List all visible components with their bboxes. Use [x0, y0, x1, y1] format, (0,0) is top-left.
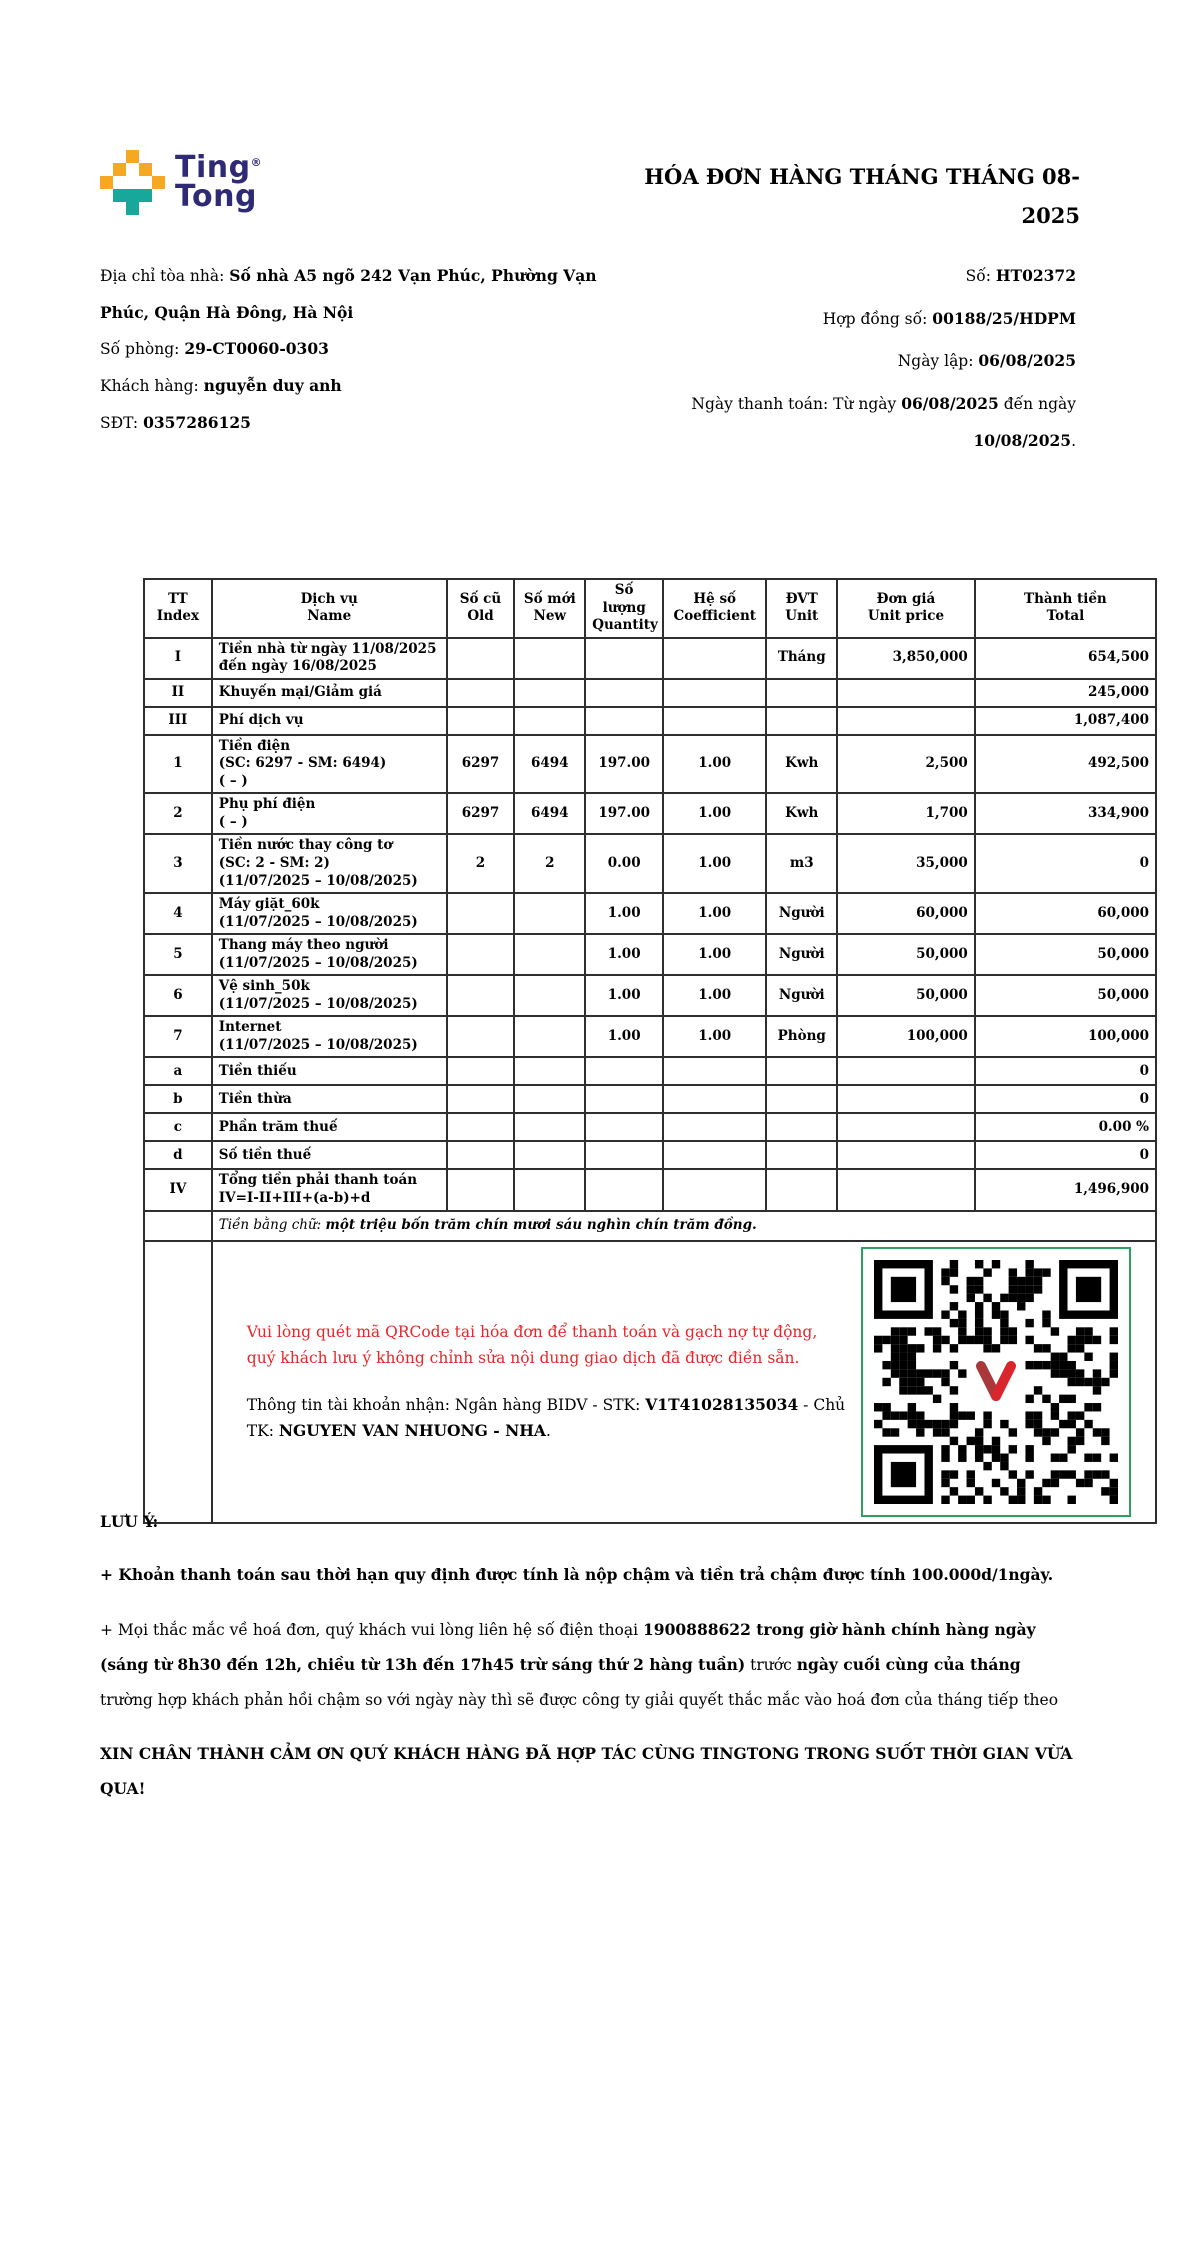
room-number: Số phòng: 29-CT0060-0303 — [100, 339, 329, 359]
tingtong-logo — [100, 150, 262, 215]
table-cell: II — [144, 679, 212, 707]
table-row — [144, 1016, 1156, 1057]
table-cell: 2 — [144, 793, 212, 834]
table-row — [144, 707, 1156, 735]
table-cell: 3 — [144, 834, 212, 893]
table-cell: 1,087,400 — [975, 707, 1156, 735]
table-cell: Tiền thừa — [212, 1085, 447, 1113]
table-cell — [447, 707, 515, 735]
tingtong-logo-text — [175, 150, 263, 214]
table-cell — [663, 1057, 766, 1085]
table-cell: 6494 — [514, 735, 585, 794]
notes-heading: LƯU Ý: — [100, 1512, 159, 1531]
table-cell: 1.00 — [663, 1016, 766, 1057]
table-cell: 1.00 — [663, 735, 766, 794]
amount-in-words — [212, 1211, 1156, 1241]
table-cell: III — [144, 707, 212, 735]
page-title-line1: HÓA ĐƠN HÀNG THÁNG THÁNG 08- — [644, 164, 1080, 189]
table-cell: m3 — [766, 834, 837, 893]
table-cell: b — [144, 1085, 212, 1113]
table-cell — [766, 1085, 837, 1113]
charges-table — [143, 578, 1157, 1524]
table-cell: Internet (11/07/2025 – 10/08/2025) — [212, 1016, 447, 1057]
table-cell: IV — [144, 1169, 212, 1210]
empty-cell — [144, 1211, 212, 1241]
table-cell: Máy giặt_60k (11/07/2025 – 10/08/2025) — [212, 893, 447, 934]
table-cell — [837, 1169, 975, 1210]
table-cell — [447, 1113, 515, 1141]
table-cell — [514, 638, 585, 679]
table-cell — [514, 934, 585, 975]
table-cell: 245,000 — [975, 679, 1156, 707]
table-cell — [447, 1057, 515, 1085]
table-cell: 6494 — [514, 793, 585, 834]
table-row — [144, 1057, 1156, 1085]
table-cell — [514, 1057, 585, 1085]
column-header: Số lượng Quantity — [585, 579, 663, 638]
table-cell — [663, 679, 766, 707]
page-title — [560, 158, 1080, 236]
table-cell — [514, 707, 585, 735]
table-cell: Phần trăm thuế — [212, 1113, 447, 1141]
table-cell: 0.00 — [585, 834, 663, 893]
qr-scan-note: Vui lòng quét mã QRCode tại hóa đơn để thanh toán và gạch nợ tự động, quý khách lưu ý không chỉnh sửa nội dung giao dịch đã được điền sẵn. — [246, 1322, 818, 1368]
table-cell: Phụ phí điện ( – ) — [212, 793, 447, 834]
table-cell — [585, 679, 663, 707]
table-cell: Thang máy theo người (11/07/2025 – 10/08/2025) — [212, 934, 447, 975]
table-cell: Người — [766, 975, 837, 1016]
table-cell: 1.00 — [585, 893, 663, 934]
table-cell — [447, 638, 515, 679]
customer-phone: SĐT: 0357286125 — [100, 412, 251, 432]
tingtong-logo-icon — [100, 150, 165, 215]
table-cell: Kwh — [766, 735, 837, 794]
table-cell: 1,496,900 — [975, 1169, 1156, 1210]
table-row — [144, 834, 1156, 893]
empty-cell — [144, 1241, 212, 1523]
table-cell: Tổng tiền phải thanh toán IV=I-II+III+(a-b)+d — [212, 1169, 447, 1210]
table-cell — [837, 1141, 975, 1169]
table-cell: 1 — [144, 735, 212, 794]
table-cell: 197.00 — [585, 735, 663, 794]
table-cell — [585, 638, 663, 679]
table-cell — [766, 707, 837, 735]
table-cell: Phí dịch vụ — [212, 707, 447, 735]
invoice-number: Số: HT02372 — [965, 266, 1076, 285]
invoice-info-right — [626, 258, 1076, 465]
table-cell — [447, 1016, 515, 1057]
table-cell — [585, 1141, 663, 1169]
table-cell: Tiền thiếu — [212, 1057, 447, 1085]
table-cell — [837, 707, 975, 735]
table-cell: 7 — [144, 1016, 212, 1057]
payment-period: Ngày thanh toán: Từ ngày 06/08/2025 đến ngày 10/08/2025. — [691, 393, 1076, 450]
table-cell — [585, 1085, 663, 1113]
table-cell — [447, 1085, 515, 1113]
issue-date: Ngày lập: 06/08/2025 — [897, 351, 1076, 371]
table-cell: Vệ sinh_50k (11/07/2025 – 10/08/2025) — [212, 975, 447, 1016]
column-header: Số mới New — [514, 579, 585, 638]
table-cell: d — [144, 1141, 212, 1169]
table-cell — [514, 893, 585, 934]
table-cell: 1.00 — [585, 934, 663, 975]
table-cell — [766, 1113, 837, 1141]
table-cell: 60,000 — [975, 893, 1156, 934]
table-cell: 2 — [447, 834, 515, 893]
column-header: Dịch vụ Name — [212, 579, 447, 638]
table-cell: 6297 — [447, 793, 515, 834]
table-cell — [837, 1057, 975, 1085]
table-row — [144, 1085, 1156, 1113]
table-cell — [663, 1085, 766, 1113]
qr-code-image — [874, 1260, 1118, 1504]
column-header: TT Index — [144, 579, 212, 638]
table-cell: Người — [766, 934, 837, 975]
table-cell: 3,850,000 — [837, 638, 975, 679]
table-row — [144, 679, 1156, 707]
table-cell: 0 — [975, 1085, 1156, 1113]
table-cell: 0 — [975, 834, 1156, 893]
late-payment-note: + Khoản thanh toán sau thời hạn quy định được tính là nộp chậm và tiền trả chậm được tính 100.000d/1ngày. — [100, 1564, 1054, 1584]
table-cell: 492,500 — [975, 735, 1156, 794]
table-cell: 5 — [144, 934, 212, 975]
table-cell — [514, 1085, 585, 1113]
thank-you-note: XIN CHÂN THÀNH CẢM ƠN QUÝ KHÁCH HÀNG ĐÃ HỢP TÁC CÙNG TINGTONG TRONG SUỐT THỜI GIAN VỪA QUA! — [100, 1744, 1073, 1799]
table-cell: 197.00 — [585, 793, 663, 834]
table-row — [144, 1113, 1156, 1141]
table-cell — [663, 707, 766, 735]
table-cell: 100,000 — [975, 1016, 1156, 1057]
table-cell: 35,000 — [837, 834, 975, 893]
table-cell: 1.00 — [585, 975, 663, 1016]
footer-notes — [100, 1505, 1076, 1827]
column-header: Đơn giá Unit price — [837, 579, 975, 638]
table-cell: I — [144, 638, 212, 679]
invoice-info-left — [100, 258, 600, 465]
table-cell: 1.00 — [663, 834, 766, 893]
table-cell: Kwh — [766, 793, 837, 834]
table-cell — [585, 1057, 663, 1085]
column-header: Hệ số Coefficient — [663, 579, 766, 638]
table-cell — [766, 1057, 837, 1085]
amount-in-words-label: Tiền bằng chữ: — [218, 1216, 326, 1233]
table-cell: Tiền điện (SC: 6297 - SM: 6494) ( – ) — [212, 735, 447, 794]
table-cell — [514, 1113, 585, 1141]
table-cell: 0 — [975, 1141, 1156, 1169]
table-cell — [585, 707, 663, 735]
table-cell: a — [144, 1057, 212, 1085]
table-cell — [447, 1141, 515, 1169]
table-cell: 1.00 — [663, 793, 766, 834]
table-row — [144, 1141, 1156, 1169]
table-row — [144, 638, 1156, 679]
building-address: Địa chỉ tòa nhà: Số nhà A5 ngõ 242 Vạn Phúc, Phường Vạn Phúc, Quận Hà Đông, Hà Nội — [100, 266, 597, 322]
table-header-row — [144, 579, 1156, 638]
table-cell — [585, 1169, 663, 1210]
table-cell — [447, 934, 515, 975]
table-cell: 50,000 — [837, 934, 975, 975]
table-cell — [837, 1085, 975, 1113]
table-cell — [663, 1141, 766, 1169]
table-cell — [514, 1016, 585, 1057]
brand-line1: Ting — [175, 150, 251, 185]
table-cell — [447, 893, 515, 934]
table-cell: 1.00 — [585, 1016, 663, 1057]
table-cell — [514, 1169, 585, 1210]
table-cell — [447, 679, 515, 707]
table-cell: 1.00 — [663, 975, 766, 1016]
table-cell: 50,000 — [975, 975, 1156, 1016]
table-cell: c — [144, 1113, 212, 1141]
table-cell — [766, 679, 837, 707]
amount-in-words-value: một triệu bốn trăm chín mươi sáu nghìn chín trăm đồng. — [325, 1216, 757, 1233]
table-cell — [585, 1113, 663, 1141]
invoice-info — [100, 258, 1076, 465]
column-header: ĐVT Unit — [766, 579, 837, 638]
table-cell: 1,700 — [837, 793, 975, 834]
table-row — [144, 1169, 1156, 1210]
table-row — [144, 975, 1156, 1016]
table-cell: 334,900 — [975, 793, 1156, 834]
table-row — [144, 893, 1156, 934]
table-cell: 50,000 — [837, 975, 975, 1016]
table-cell: Phòng — [766, 1016, 837, 1057]
payment-cell — [212, 1241, 1156, 1523]
table-cell: 60,000 — [837, 893, 975, 934]
table-cell: 0 — [975, 1057, 1156, 1085]
table-row — [144, 735, 1156, 794]
amount-in-words-row — [144, 1211, 1156, 1241]
table-cell — [663, 638, 766, 679]
charges-table-foot — [144, 1211, 1156, 1523]
brand-line2: Tong — [175, 178, 257, 214]
table-cell: Tháng — [766, 638, 837, 679]
table-row — [144, 793, 1156, 834]
table-cell: 100,000 — [837, 1016, 975, 1057]
payment-row — [144, 1241, 1156, 1523]
table-cell: 6297 — [447, 735, 515, 794]
charges-table-body — [144, 638, 1156, 1211]
table-cell: Tiền nhà từ ngày 11/08/2025 đến ngày 16/08/2025 — [212, 638, 447, 679]
table-cell: 1.00 — [663, 934, 766, 975]
registered-mark: ® — [250, 156, 263, 169]
contract-number: Hợp đồng số: 00188/25/HDPM — [822, 308, 1076, 328]
vietqr-payment-qr-code — [861, 1247, 1131, 1517]
table-cell: Người — [766, 893, 837, 934]
page-title-line2: 2025 — [1021, 202, 1080, 228]
table-cell: 2 — [514, 834, 585, 893]
table-cell — [514, 1141, 585, 1169]
table-cell — [514, 679, 585, 707]
table-cell — [447, 1169, 515, 1210]
table-cell — [766, 1141, 837, 1169]
table-cell: 1.00 — [663, 893, 766, 934]
bank-account-info: Thông tin tài khoản nhận: Ngân hàng BIDV - STK: V1T41028135034 - Chủ TK: NGUYEN VAN NHUONG - NHA. — [246, 1394, 846, 1440]
table-cell — [663, 1113, 766, 1141]
table-cell: Tiền nước thay công tơ (SC: 2 - SM: 2) (11/07/2025 – 10/08/2025) — [212, 834, 447, 893]
table-row — [144, 934, 1156, 975]
table-cell: 0.00 % — [975, 1113, 1156, 1141]
table-cell: 2,500 — [837, 735, 975, 794]
header — [100, 150, 1080, 236]
table-cell — [837, 679, 975, 707]
table-cell — [766, 1169, 837, 1210]
table-cell — [663, 1169, 766, 1210]
column-header: Số cũ Old — [447, 579, 515, 638]
hotline-note: + Mọi thắc mắc về hoá đơn, quý khách vui lòng liên hệ số điện thoại 1900888622 trong giờ hành chính hàng ngày (sáng từ 8h30 đến 12h, chiều từ 13h đến 17h45 trừ sáng thứ 2 hàng tuần) trước ngày cuối cùng của tháng trường hợp khách phản hồi chậm so với ngày này thì sẽ được công ty giải quyết thắc mắc vào hoá đơn của tháng tiếp theo — [100, 1619, 1059, 1709]
table-cell — [447, 975, 515, 1016]
customer-name: Khách hàng: nguyễn duy anh — [100, 375, 342, 395]
table-cell: 6 — [144, 975, 212, 1016]
table-cell — [837, 1113, 975, 1141]
table-cell: 50,000 — [975, 934, 1156, 975]
table-cell: Số tiền thuế — [212, 1141, 447, 1169]
table-cell: 654,500 — [975, 638, 1156, 679]
column-header: Thành tiền Total — [975, 579, 1156, 638]
table-cell — [514, 975, 585, 1016]
payment-instructions — [247, 1319, 847, 1444]
table-cell: 4 — [144, 893, 212, 934]
table-cell: Khuyến mại/Giảm giá — [212, 679, 447, 707]
charges-table-head — [144, 579, 1156, 638]
